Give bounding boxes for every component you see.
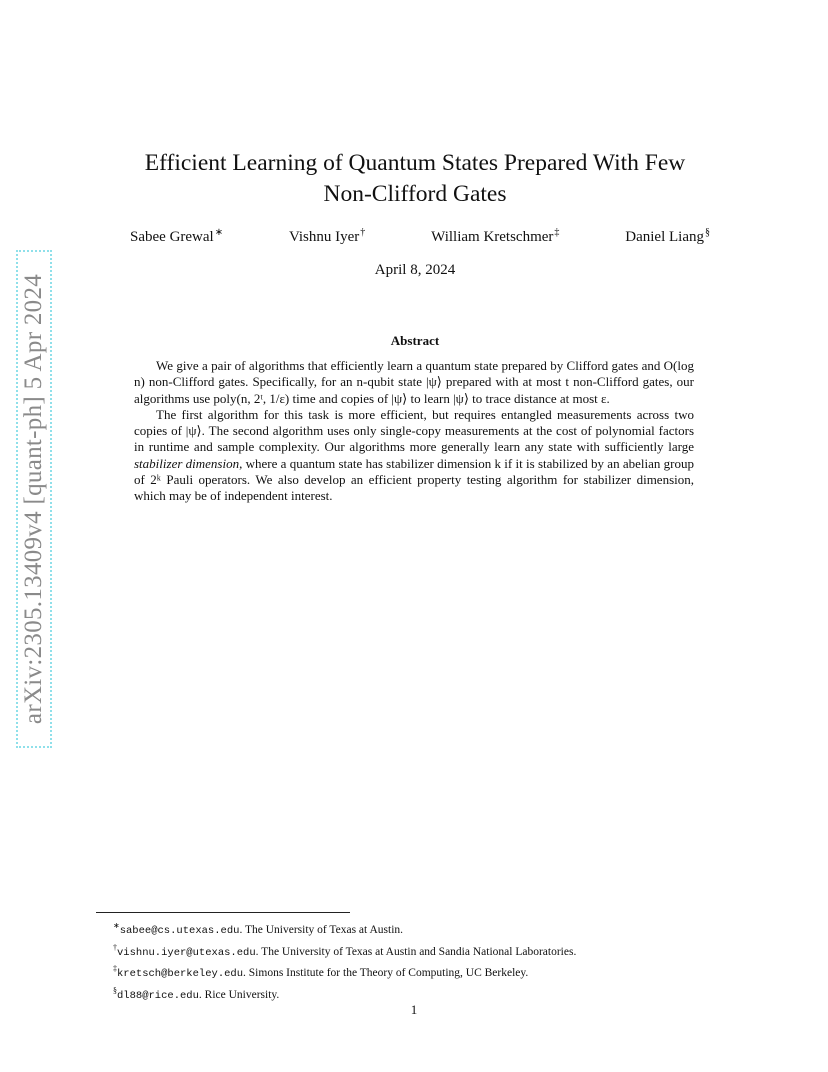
abstract-heading: Abstract bbox=[390, 333, 440, 348]
email-link[interactable]: sabee@cs.utexas.edu bbox=[119, 924, 240, 937]
footnotes bbox=[113, 918, 753, 1005]
email-link[interactable]: vishnu.iyer@utexas.edu bbox=[117, 946, 256, 959]
title-line-2: Non-Clifford Gates bbox=[323, 181, 507, 207]
footnote-2: †vishnu.iyer@utexas.edu. The University of Texas at Austin and Sandia National Laboratories. bbox=[113, 942, 577, 959]
email-link[interactable]: dl88@rice.edu bbox=[117, 989, 199, 1002]
publication-date: April 8, 2024 bbox=[374, 262, 456, 278]
page-number: 1 bbox=[410, 1002, 418, 1017]
author-1: Sabee Grewal∗ bbox=[130, 227, 224, 245]
author-3: William Kretschmer‡ bbox=[431, 227, 560, 245]
footnote-4: §dl88@rice.edu. Rice University. bbox=[113, 985, 280, 1002]
footnote-divider bbox=[96, 912, 350, 913]
emphasis-term: stabilizer dimension bbox=[134, 455, 240, 471]
footnote-3: ‡kretsch@berkeley.edu. Simons Institute for the Theory of Computing, UC Berkeley. bbox=[113, 964, 529, 981]
arxiv-id-stamp: arXiv:2305.13409v4 [quant-ph] 5 Apr 2024 bbox=[20, 273, 48, 725]
abstract-paragraph-1: We give a pair of algorithms that efficiently learn a quantum state prepared by Clifford gates and O(log n) non-Clifford gates. Specifically, for an n-qubit state |ψ⟩ prepared with at most t non-Clifford gates, our algorithms use poly(n, 2ᵗ, 1/ε) time and copies of |ψ⟩ to learn |ψ⟩ to trace distance at most ε. bbox=[134, 358, 694, 406]
footnote-1: ∗sabee@cs.utexas.edu. The University of Texas at Austin. bbox=[113, 921, 404, 937]
paper-title bbox=[120, 148, 710, 210]
title-line-1: Efficient Learning of Quantum States Prepared With Few bbox=[144, 150, 686, 176]
abstract-body bbox=[134, 358, 694, 505]
email-link[interactable]: kretsch@berkeley.edu bbox=[117, 968, 244, 981]
author-2: Vishnu Iyer† bbox=[288, 227, 366, 245]
author-list bbox=[130, 227, 710, 246]
arxiv-sidebar bbox=[16, 250, 52, 748]
abstract-paragraph-2: The first algorithm for this task is more efficient, but requires entangled measurements across two copies of |ψ⟩. The second algorithm uses only single-copy measurements at the cost of polynomial factors in runtime and sample complexity. Our algorithms more generally learn any state with sufficiently large stabilizer dimension, where a quantum state has stabilizer dimension k if it is stabilized by an abelian group of 2ᵏ Pauli operators. We also develop an efficient property testing algorithm for stabilizer dimension, which may be of independent interest. bbox=[134, 406, 694, 504]
author-4: Daniel Liang§ bbox=[625, 227, 710, 245]
